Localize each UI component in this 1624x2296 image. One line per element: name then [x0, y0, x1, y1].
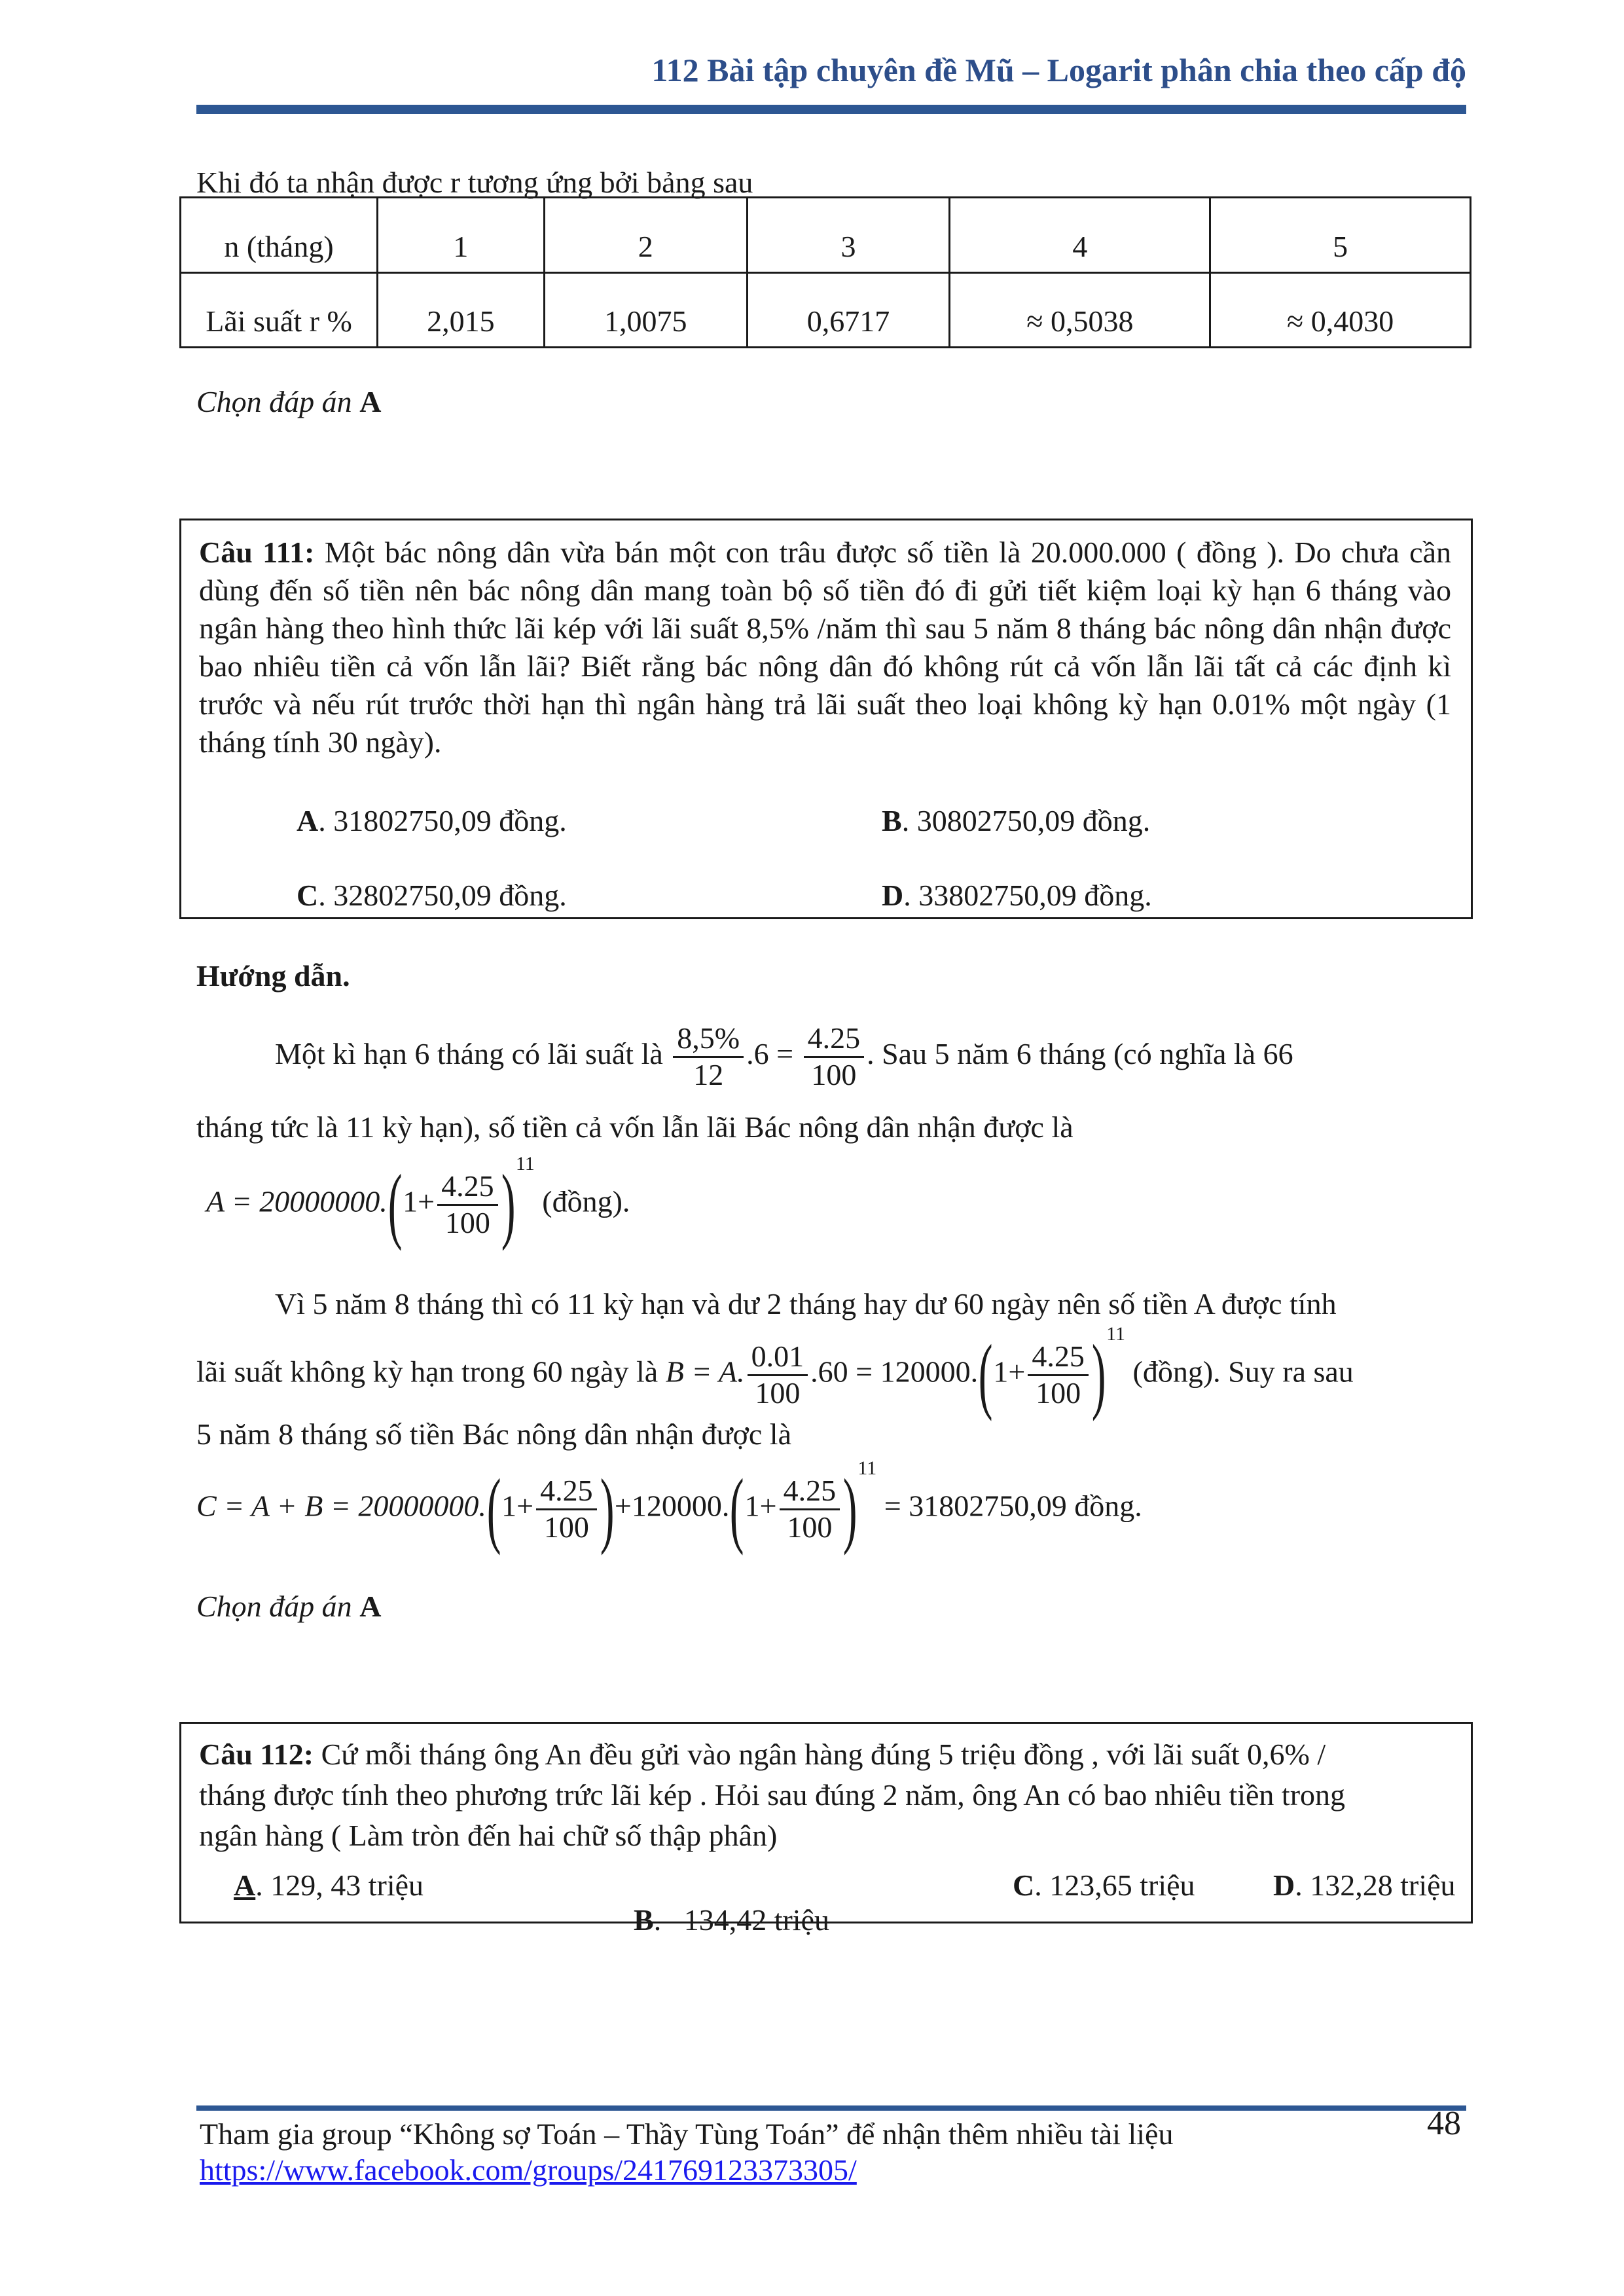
fraction: [804, 1021, 865, 1093]
option-letter: D: [882, 879, 904, 912]
text-span: 1+: [403, 1184, 435, 1218]
text-span: 1+: [744, 1489, 777, 1523]
equation-lhs: C = A + B = 20000000.: [196, 1489, 486, 1523]
equation-c: [196, 1457, 1142, 1556]
question-line: tháng được tính theo phương trức lãi kép . Hỏi sau đúng 2 năm, ông An có bao nhiêu tiền trong: [199, 1778, 1346, 1812]
right-paren: ): [842, 1462, 857, 1556]
text-span: +120000.: [614, 1489, 730, 1523]
option-text: . 123,65 triệu: [1034, 1868, 1195, 1902]
table-cell: ≈ 0,5038: [950, 272, 1210, 348]
question-line: ngân hàng ( Làm tròn đến hai chữ số thập phân): [199, 1819, 778, 1852]
option-a[interactable]: [234, 1868, 424, 1903]
fraction-numerator: 4.25: [536, 1474, 597, 1510]
left-paren: (: [486, 1462, 501, 1556]
fraction-numerator: 8,5%: [673, 1021, 744, 1058]
question-111-text: [199, 534, 1451, 761]
answer-prefix: Chọn đáp án: [196, 1590, 352, 1623]
solution-paragraph-2-line2: [196, 1323, 1354, 1422]
question-body: Cứ mỗi tháng ông An đều gửi vào ngân hàng đúng 5 triệu đồng , với lãi suất 0,6% /: [321, 1738, 1326, 1771]
fraction: [780, 1474, 840, 1545]
footer-link[interactable]: https://www.facebook.com/groups/241769123373305/: [200, 2153, 857, 2187]
option-text: . 30802750,09 đồng.: [901, 804, 1151, 837]
option-text: . 33802750,09 đồng.: [903, 879, 1152, 912]
text-span: .60 = 120000.: [810, 1355, 979, 1389]
option-d[interactable]: [1273, 1868, 1456, 1903]
text-span: (đồng).: [542, 1184, 630, 1218]
option-text: . 31802750,09 đồng.: [318, 804, 567, 837]
question-111-box: [179, 519, 1473, 919]
option-a[interactable]: [297, 803, 567, 838]
question-line: [199, 1734, 1451, 1775]
solution-heading: Hướng dẫn.: [196, 959, 350, 993]
table-cell: 1: [378, 198, 545, 273]
answer-letter: A: [359, 385, 382, 418]
table-cell: ≈ 0,4030: [1210, 272, 1471, 348]
fraction-denominator: 12: [693, 1057, 724, 1091]
right-paren: ): [1091, 1328, 1106, 1422]
table-cell: 1,0075: [544, 272, 747, 348]
answer-line: [196, 383, 381, 421]
fraction: [673, 1021, 744, 1093]
exponent: 11: [515, 1153, 535, 1175]
option-text: . 132,28 triệu: [1295, 1868, 1456, 1902]
table-cell: 2,015: [378, 272, 545, 348]
question-112-box: [179, 1722, 1473, 1937]
exponent: 11: [1106, 1323, 1126, 1345]
equation-lhs: B = A.: [665, 1355, 745, 1389]
option-letter: A: [234, 1868, 256, 1902]
table-row: [181, 272, 1471, 348]
fraction-denominator: 100: [444, 1205, 490, 1239]
fraction-numerator: 4.25: [1028, 1339, 1089, 1376]
question-body: Một bác nông dân vừa bán một con trâu được số tiền là 20.000.000 ( đồng ). Do chưa cần dùng đến số tiền nên bác nông dân mang toàn bộ số tiền đó đi gửi tiết kiệm loại kỳ hạn 6 tháng vào ngân hàng theo hình thức lãi kép với lãi suất 8,5% /năm thì sau 5 năm 8 tháng bác nông dân nhận được bao nhiêu tiền cả vốn lẫn lãi? Biết rằng bác nông dân đó không rút cả vốn lẫn lãi tất cả các định kì trước và nếu rút trước thời hạn thì ngân hàng trả lãi suất theo loại không kỳ hạn 0.01% một ngày (1 tháng tính 30 ngày).: [199, 536, 1452, 759]
equation-a: [206, 1153, 630, 1252]
option-text: . 32802750,09 đồng.: [318, 879, 567, 912]
option-letter: D: [1273, 1868, 1295, 1902]
fraction: [536, 1474, 597, 1545]
fraction-denominator: 100: [755, 1376, 801, 1410]
left-paren: (: [730, 1462, 744, 1556]
fraction-denominator: 100: [1036, 1376, 1081, 1410]
option-text: . 134,42 triệu: [653, 1903, 829, 1937]
table-cell: 2: [544, 198, 747, 273]
fraction: [437, 1169, 498, 1241]
answer-letter: A: [359, 1590, 382, 1623]
fraction-numerator: 4.25: [804, 1021, 865, 1058]
fraction-numerator: 0.01: [748, 1339, 808, 1376]
table-cell: 4: [950, 198, 1210, 273]
option-c[interactable]: [1013, 1868, 1195, 1903]
option-b[interactable]: [882, 803, 1150, 838]
left-paren: (: [978, 1328, 993, 1422]
right-paren: ): [501, 1157, 516, 1252]
question-label: Câu 111:: [199, 536, 315, 569]
text-span: = 31802750,09 đồng.: [884, 1489, 1142, 1523]
solution-paragraph-1: [275, 1021, 1293, 1093]
question-112-text: [199, 1734, 1451, 1856]
option-d[interactable]: [882, 878, 1152, 913]
option-letter: A: [297, 804, 319, 837]
option-text: . 129, 43 triệu: [255, 1868, 424, 1902]
text-span: lãi suất không kỳ hạn trong 60 ngày là: [196, 1355, 659, 1389]
text-span: 1+: [501, 1489, 534, 1523]
left-paren: (: [388, 1157, 403, 1252]
right-paren: ): [600, 1462, 615, 1556]
intro-line: Khi đó ta nhận được r tương ứng bởi bảng sau: [196, 166, 753, 199]
option-letter: B: [634, 1903, 654, 1937]
text-span: Một kì hạn 6 tháng có lãi suất là: [275, 1036, 663, 1070]
table-cell: n (tháng): [181, 198, 378, 273]
table-cell: Lãi suất r %: [181, 272, 378, 348]
option-letter: B: [882, 804, 902, 837]
header-divider: [196, 105, 1466, 114]
question-label: Câu 112:: [199, 1738, 314, 1771]
footer-text: Tham gia group “Không sợ Toán – Thầy Tùng Toán” để nhận thêm nhiều tài liệu: [200, 2117, 1174, 2151]
text-span: . Sau 5 năm 6 tháng (có nghĩa là 66: [867, 1036, 1293, 1070]
equation-lhs: A = 20000000.: [206, 1184, 388, 1218]
text-span: .6 =: [746, 1036, 794, 1070]
solution-paragraph-2: Vì 5 năm 8 tháng thì có 11 kỳ hạn và dư 2 tháng hay dư 60 ngày nên số tiền A được tính: [275, 1287, 1337, 1321]
fraction-denominator: 100: [543, 1510, 589, 1544]
answer-prefix: Chọn đáp án: [196, 385, 352, 418]
fraction-numerator: 4.25: [437, 1169, 498, 1206]
option-letter: C: [297, 879, 319, 912]
option-c[interactable]: [297, 878, 567, 913]
footer-divider: [196, 2105, 1466, 2111]
page-number: 48: [1427, 2105, 1461, 2142]
fraction: [748, 1339, 808, 1411]
fraction-numerator: 4.25: [780, 1474, 840, 1510]
fraction: [1028, 1339, 1089, 1411]
table-cell: 0,6717: [747, 272, 950, 348]
text-span: (đồng). Suy ra sau: [1132, 1355, 1354, 1389]
fraction-denominator: 100: [787, 1510, 833, 1544]
solution-paragraph-1-line2: tháng tức là 11 kỳ hạn), số tiền cả vốn lẫn lãi Bác nông dân nhận được là: [196, 1110, 1074, 1144]
exponent: 11: [857, 1457, 877, 1479]
rate-table: [179, 196, 1471, 348]
table-cell: 5: [1210, 198, 1471, 273]
option-letter: C: [1013, 1868, 1035, 1902]
text-span: 1+: [993, 1355, 1026, 1389]
table-cell: 3: [747, 198, 950, 273]
option-b[interactable]: [604, 1868, 829, 1972]
fraction-denominator: 100: [811, 1057, 857, 1091]
table-row: [181, 198, 1471, 273]
answer-line: [196, 1588, 381, 1626]
header-title: 112 Bài tập chuyên đề Mũ – Logarit phân chia theo cấp độ: [651, 52, 1466, 88]
solution-paragraph-3: 5 năm 8 tháng số tiền Bác nông dân nhận được là: [196, 1417, 791, 1451]
